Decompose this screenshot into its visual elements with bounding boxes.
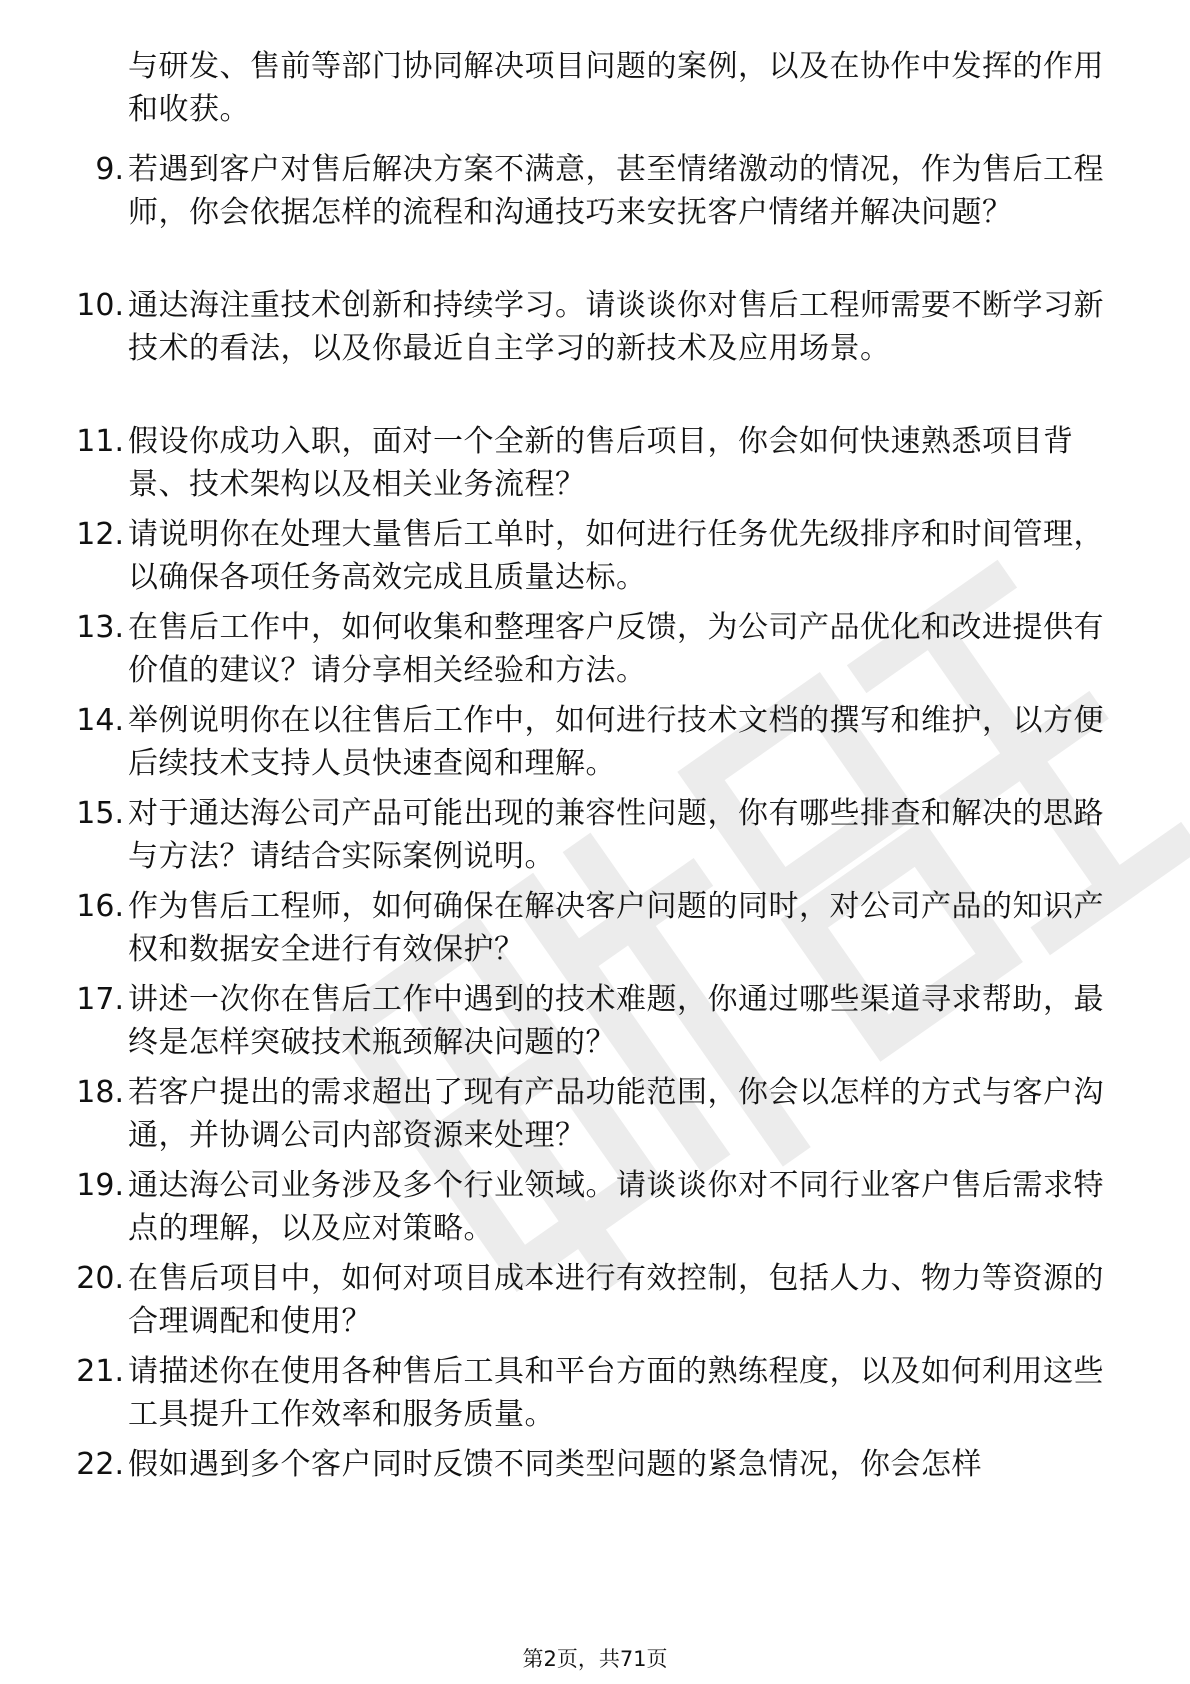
question-number: 11. — [76, 424, 124, 459]
question-text: 请描述你在使用各种售后工具和平台方面的熟练程度，以及如何利用这些工具提升工作效率和服务质量。 — [128, 1354, 1104, 1432]
page-number-footer: 第2页，共71页 — [522, 1647, 668, 1671]
question-number: 13. — [76, 610, 124, 645]
question-number: 16. — [76, 889, 124, 924]
question-text: 作为售后工程师，如何确保在解决客户问题的同时，对公司产品的知识产权和数据安全进行有效保护？ — [128, 889, 1104, 967]
question-number: 12. — [76, 517, 124, 552]
continued-question-text: 与研发、售前等部门协同解决项目问题的案例，以及在协作中发挥的作用和收获。 — [128, 49, 1104, 127]
question-text: 若遇到客户对售后解决方案不满意，甚至情绪激动的情况，作为售后工程师，你会依据怎样的流程和沟通技巧来安抚客户情绪并解决问题？ — [128, 152, 1104, 230]
question-text: 在售后工作中，如何收集和整理客户反馈，为公司产品优化和改进提供有价值的建议？请分享相关经验和方法。 — [128, 610, 1104, 688]
question-text: 通达海注重技术创新和持续学习。请谈谈你对售后工程师需要不断学习新技术的看法，以及你最近自主学习的新技术及应用场景。 — [128, 288, 1104, 366]
question-text: 假设你成功入职，面对一个全新的售后项目，你会如何快速熟悉项目背景、技术架构以及相关业务流程？ — [128, 424, 1074, 502]
question-number: 19. — [76, 1168, 124, 1203]
question-number: 15. — [76, 796, 124, 831]
question-text: 假如遇到多个客户同时反馈不同类型问题的紧急情况，你会怎样 — [128, 1447, 982, 1482]
question-number: 18. — [76, 1075, 124, 1110]
question-text: 若客户提出的需求超出了现有产品功能范围，你会以怎样的方式与客户沟通，并协调公司内部资源来处理？ — [128, 1075, 1104, 1153]
question-text: 举例说明你在以往售后工作中，如何进行技术文档的撰写和维护，以方便后续技术支持人员快速查阅和理解。 — [128, 703, 1104, 781]
question-number: 21. — [76, 1354, 124, 1389]
question-text: 对于通达海公司产品可能出现的兼容性问题，你有哪些排查和解决的思路与方法？请结合实际案例说明。 — [128, 796, 1104, 874]
question-number: 9. — [95, 152, 124, 187]
question-text: 讲述一次你在售后工作中遇到的技术难题，你通过哪些渠道寻求帮助，最终是怎样突破技术瓶颈解决问题的？ — [128, 982, 1104, 1060]
question-number: 10. — [76, 288, 124, 323]
question-text: 请说明你在处理大量售后工单时，如何进行任务优先级排序和时间管理，以确保各项任务高效完成且质量达标。 — [128, 517, 1104, 595]
question-number: 17. — [76, 982, 124, 1017]
question-number: 22. — [76, 1447, 124, 1482]
question-text: 在售后项目中，如何对项目成本进行有效控制，包括人力、物力等资源的合理调配和使用？ — [128, 1261, 1104, 1339]
question-number: 20. — [76, 1261, 124, 1296]
question-text: 通达海公司业务涉及多个行业领域。请谈谈你对不同行业客户售后需求特点的理解，以及应对策略。 — [128, 1168, 1104, 1246]
question-number: 14. — [76, 703, 124, 738]
